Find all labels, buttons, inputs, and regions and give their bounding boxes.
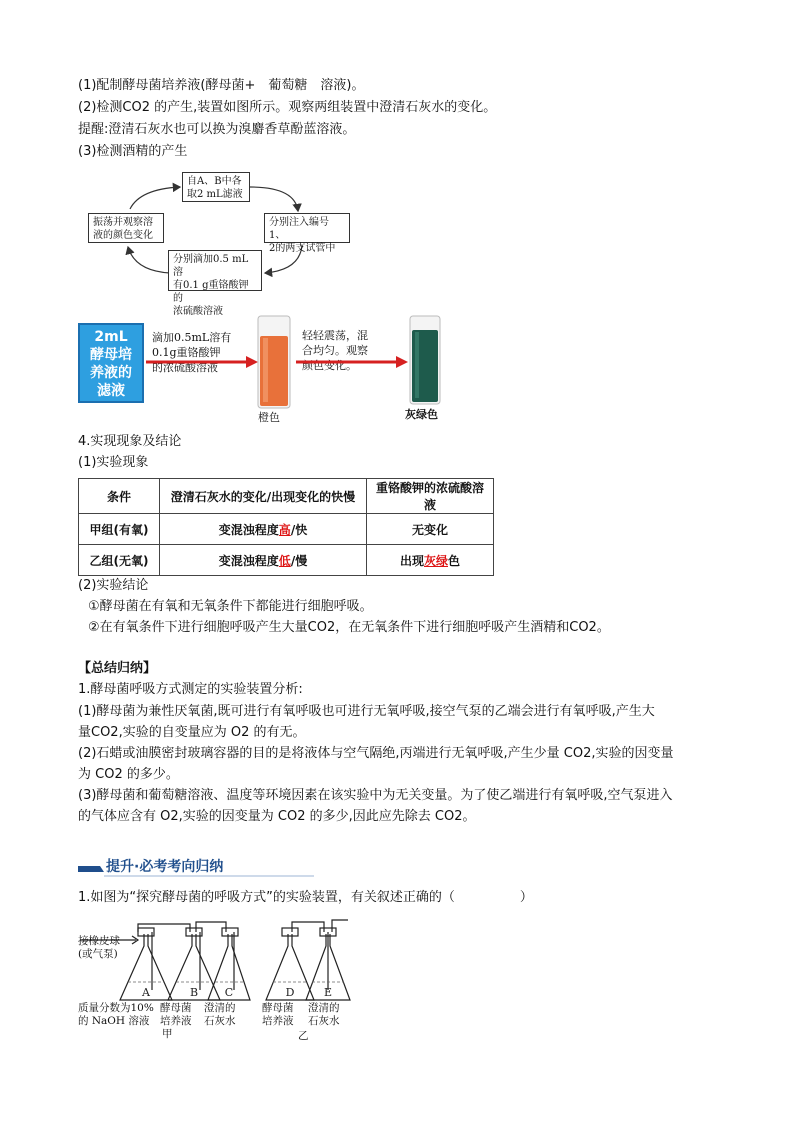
apparatus-diagram <box>78 916 368 1012</box>
table-header-cell: 条件 <box>79 479 160 514</box>
summary-line: (3)酵母菌和葡萄糖溶液、温度等环境因素在该实验中为无关变量。为了使乙端进行有氧呼吸,空气泵进入 <box>78 788 673 803</box>
summary-line: (2)石蜡或油膜密封玻璃容器的目的是将液体与空气隔绝,丙端进行无氧呼吸,产生少量 CO2,实验的因变量 <box>78 746 674 761</box>
conclusion-1: ①酵母菌在有氧和无氧条件下都能进行细胞呼吸。 <box>88 599 373 614</box>
flask-d-label: D <box>285 986 295 999</box>
tube-label-green: 灰绿色 <box>405 408 438 421</box>
section4-sub1: (1)实验现象 <box>78 455 149 470</box>
strip-step-1: 滴加0.5mL溶有 0.1g重铬酸钾 的浓硫酸溶液 <box>152 331 232 374</box>
intro-line-1: (1)配制酵母菌培养液(酵母菌+ 葡萄糖 溶液)。 <box>78 78 365 93</box>
strip-step-2: 轻轻震荡，混 合均匀。观察 颜色变化。 <box>302 329 368 372</box>
table-cell <box>367 514 494 545</box>
summary-line: 为 CO2 的多少。 <box>78 767 179 782</box>
cell-text: 变混浊程度 <box>218 522 279 537</box>
cycle-step-right: 分别注入编号1、 2的两支试管中 <box>264 213 350 243</box>
summary-line: (1)酵母菌为兼性厌氧菌,既可进行有氧呼吸也可进行无氧呼吸,接空气泵的乙端会进行有氧呼吸,产生大 <box>78 704 655 719</box>
table-row <box>79 545 494 576</box>
label-limewater-2: 澄清的 石灰水 <box>308 1002 340 1027</box>
banner-title: 提升·必考考向归纳 <box>106 859 224 875</box>
tube-label-orange: 橙色 <box>258 411 280 424</box>
label-yeast-1: 酵母菌 培养液 <box>160 1002 192 1027</box>
red-arrow-1 <box>142 355 260 369</box>
question-1: 1.如图为“探究酵母菌的呼吸方式”的实验装置，有关叙述正确的（ ） <box>78 890 533 905</box>
test-tube-orange <box>256 314 292 410</box>
cell-text: 无变化 <box>411 522 448 537</box>
table-header-cell: 澄清石灰水的变化/出现变化的快慢 <box>160 479 367 514</box>
flask-b-label: B <box>189 986 199 999</box>
intro-line-3: 提醒:澄清石灰水也可以换为溴麝香草酚蓝溶液。 <box>78 122 356 137</box>
cycle-step-left: 振荡并观察溶 液的颜色变化 <box>88 213 164 243</box>
group-label-jia: 甲 <box>162 1028 173 1040</box>
answer-highlight: 高 <box>278 522 291 537</box>
cycle-step-bottom: 分别滴加0.5 mL溶 有0.1 g重铬酸钾的 浓硫酸溶液 <box>168 250 262 291</box>
table-cell <box>367 545 494 576</box>
sample-banner: 2mL 酵母培 养液的 滤液 <box>78 323 144 403</box>
flask-e-label: E <box>323 986 333 999</box>
red-arrow-2 <box>292 355 410 369</box>
table-cell <box>160 545 367 576</box>
label-yeast-2: 酵母菌 培养液 <box>262 1002 294 1027</box>
table-header-row <box>79 479 494 514</box>
label-naoh: 质量分数为10% 的 NaOH 溶液 <box>78 1002 154 1027</box>
table-row <box>79 514 494 545</box>
test-tube-green <box>408 314 442 406</box>
table-cell: 乙组(无氧) <box>79 545 160 576</box>
flask-a-label: A <box>142 986 150 999</box>
pump-label: 接橡皮球 (或气泵) <box>78 935 120 960</box>
results-table <box>78 478 494 576</box>
intro-line-4: (3)检测酒精的产生 <box>78 144 188 159</box>
conclusion-2: ②在有氧条件下进行细胞呼吸产生大量CO2，在无氧条件下进行细胞呼吸产生酒精和CO2。 <box>88 620 610 635</box>
label-limewater-1: 澄清的 石灰水 <box>204 1002 236 1027</box>
answer-highlight: 灰绿 <box>423 553 448 568</box>
table-header-cell: 重铬酸钾的浓硫酸溶液 <box>367 479 494 514</box>
cell-text: 出现 <box>399 553 424 568</box>
cell-text: 变混浊程度 <box>218 553 279 568</box>
cell-text: /快 <box>290 522 308 537</box>
conclusion-title: (2)实验结论 <box>78 578 149 593</box>
group-label-yi: 乙 <box>298 1030 309 1042</box>
answer-highlight: 低 <box>278 553 291 568</box>
section4-title: 4.实现现象及结论 <box>78 434 182 449</box>
summary-title: 【总结归纳】 <box>78 661 157 676</box>
summary-line: 的气体应含有 O2,实验的因变量为 CO2 的多少,因此应先除去 CO2。 <box>78 809 476 824</box>
cell-text: 色 <box>448 553 461 568</box>
flask-c-label: C <box>224 986 234 999</box>
table-cell: 甲组(有氧) <box>79 514 160 545</box>
cell-text: /慢 <box>290 553 308 568</box>
summary-line: 1.酵母菌呼吸方式测定的实验装置分析: <box>78 682 303 697</box>
section-banner <box>78 856 314 878</box>
cycle-step-top: 自A、B中各 取2 mL滤液 <box>182 172 250 202</box>
intro-line-2: (2)检测CO2 的产生,装置如图所示。观察两组装置中澄清石灰水的变化。 <box>78 100 497 115</box>
summary-line: 量CO2,实验的自变量应为 O2 的有无。 <box>78 725 306 740</box>
table-cell <box>160 514 367 545</box>
